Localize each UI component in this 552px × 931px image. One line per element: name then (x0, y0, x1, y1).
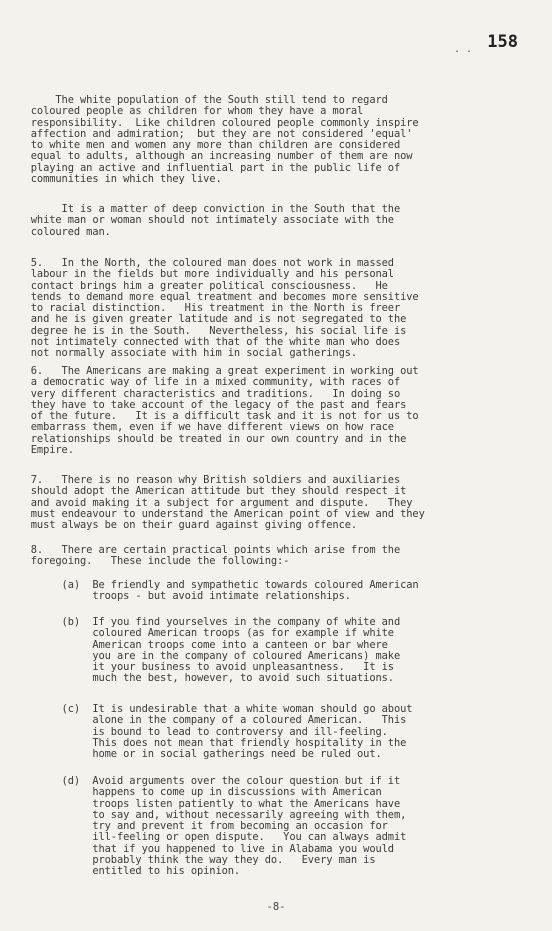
text-line: entitled to his opinion. (0, 865, 241, 878)
text-line: very different characteristics and traditions. In doing so (0, 387, 401, 400)
page-footer: -8- (266, 901, 286, 913)
text-line: The white population of the South still tend to regard (0, 94, 388, 106)
text-line: (c) It is undesirable that a white woman should go about (0, 703, 413, 715)
text-line: labour in the fields but more individually and his personal (0, 268, 394, 281)
paragraph-para-8 (0, 545, 552, 568)
paragraph-point-b (0, 617, 552, 685)
paragraph-point-a (0, 580, 552, 603)
page-number: 158 (487, 32, 518, 52)
paragraph-para-7 (0, 475, 552, 531)
text-line: Empire. (0, 444, 74, 457)
text-line: happens to come up in discussions with American (0, 786, 382, 799)
text-line: to say and, without necessarily agreeing with them, (0, 808, 407, 821)
text-line: home or in social gatherings need be ruled out. (0, 748, 382, 761)
text-line: and he is given greater latitude and is not segregated to the (0, 313, 407, 326)
text-line: coloured American troops (as for example if white (0, 627, 394, 640)
text-line: a democratic way of life in a mixed community, with races of (0, 376, 401, 389)
text-line: 5. In the North, the coloured man does not work in massed (0, 257, 394, 269)
text-line: not normally associate with him in social gatherings. (0, 347, 358, 360)
text-line: (a) Be friendly and sympathetic towards coloured American (0, 579, 419, 591)
text-line: troops listen patiently to what the Americans have (0, 797, 401, 810)
text-line: must endeavour to understand the American point of view and they (0, 507, 425, 520)
text-line: must always be on their guard against giving offence. (0, 519, 358, 532)
paragraph-conviction (0, 204, 552, 238)
text-line: American troops come into a canteen or bar where (0, 638, 388, 651)
text-line: 8. There are certain practical points which arise from the (0, 544, 401, 556)
text-line: This does not mean that friendly hospitality in the (0, 736, 407, 749)
text-line: equal to adults, although an increasing number of them are now (0, 150, 413, 163)
paragraph-point-d (0, 776, 552, 878)
paragraph-para-6 (0, 366, 552, 456)
text-line: you are in the company of coloured Americans) make (0, 649, 401, 662)
text-line: white man or woman should not intimately associate with the (0, 214, 394, 227)
text-line: It is a matter of deep conviction in the South that the (0, 203, 401, 215)
text-line: try and prevent it from becoming an occasion for (0, 820, 388, 833)
text-line: affection and admiration; but they are not considered 'equal' (0, 127, 413, 140)
text-line: is bound to lead to controversy and ill-feeling. (0, 725, 388, 738)
text-line: communities in which they live. (0, 173, 222, 186)
text-line: relationships should be treated in our own country and in the (0, 432, 407, 445)
text-line: alone in the company of a coloured American. This (0, 714, 407, 727)
text-line: to white men and women any more than children are considered (0, 139, 401, 152)
text-line: coloured man. (0, 225, 111, 238)
text-line: (d) Avoid arguments over the colour question but if it (0, 775, 401, 787)
text-line: responsibility. Like children coloured people commonly inspire (0, 116, 419, 129)
page-dots: . . (453, 44, 472, 55)
text-line: much the best, however, to avoid such situations. (0, 672, 394, 685)
text-line: tends to demand more equal treatment and becomes more sensitive (0, 290, 419, 303)
text-line: contact brings him a greater political consciousness. He (0, 279, 388, 292)
paragraph-intro (0, 95, 552, 185)
text-line: and avoid making it a subject for argument and dispute. They (0, 496, 413, 509)
text-line: to racial distinction. His treatment in the North is freer (0, 302, 401, 315)
text-line: embarrass them, even if we have different views on how race (0, 421, 394, 434)
text-line: ill-feeling or open dispute. You can always admit (0, 831, 407, 844)
text-line: (b) If you find yourselves in the company of white and (0, 616, 401, 628)
text-line: probably think the way they do. Every man is (0, 854, 376, 867)
text-line: troops - but avoid intimate relationships. (0, 590, 351, 603)
paragraph-point-c (0, 704, 552, 760)
text-line: of the future. It is a difficult task and it is not for us to (0, 410, 419, 423)
paragraph-para-5 (0, 258, 552, 360)
text-line: degree he is in the South. Nevertheless, his social life is (0, 324, 407, 337)
text-line: foregoing. These include the following:- (0, 555, 290, 568)
text-line: playing an active and influential part in the public life of (0, 161, 401, 174)
text-line: that if you happened to live in Alabama you would (0, 842, 394, 855)
text-line: 7. There is no reason why British soldiers and auxiliaries (0, 474, 401, 486)
text-line: they have to take account of the legacy of the past and fears (0, 398, 407, 411)
text-line: not intimately connected with that of the white man who does (0, 336, 401, 349)
text-line: 6. The Americans are making a great experiment in working out (0, 365, 419, 377)
text-line: coloured people as children for whom they have a moral (0, 105, 364, 118)
text-line: it your business to avoid unpleasantness. It is (0, 661, 394, 674)
text-line: should adopt the American attitude but they should respect it (0, 485, 407, 498)
